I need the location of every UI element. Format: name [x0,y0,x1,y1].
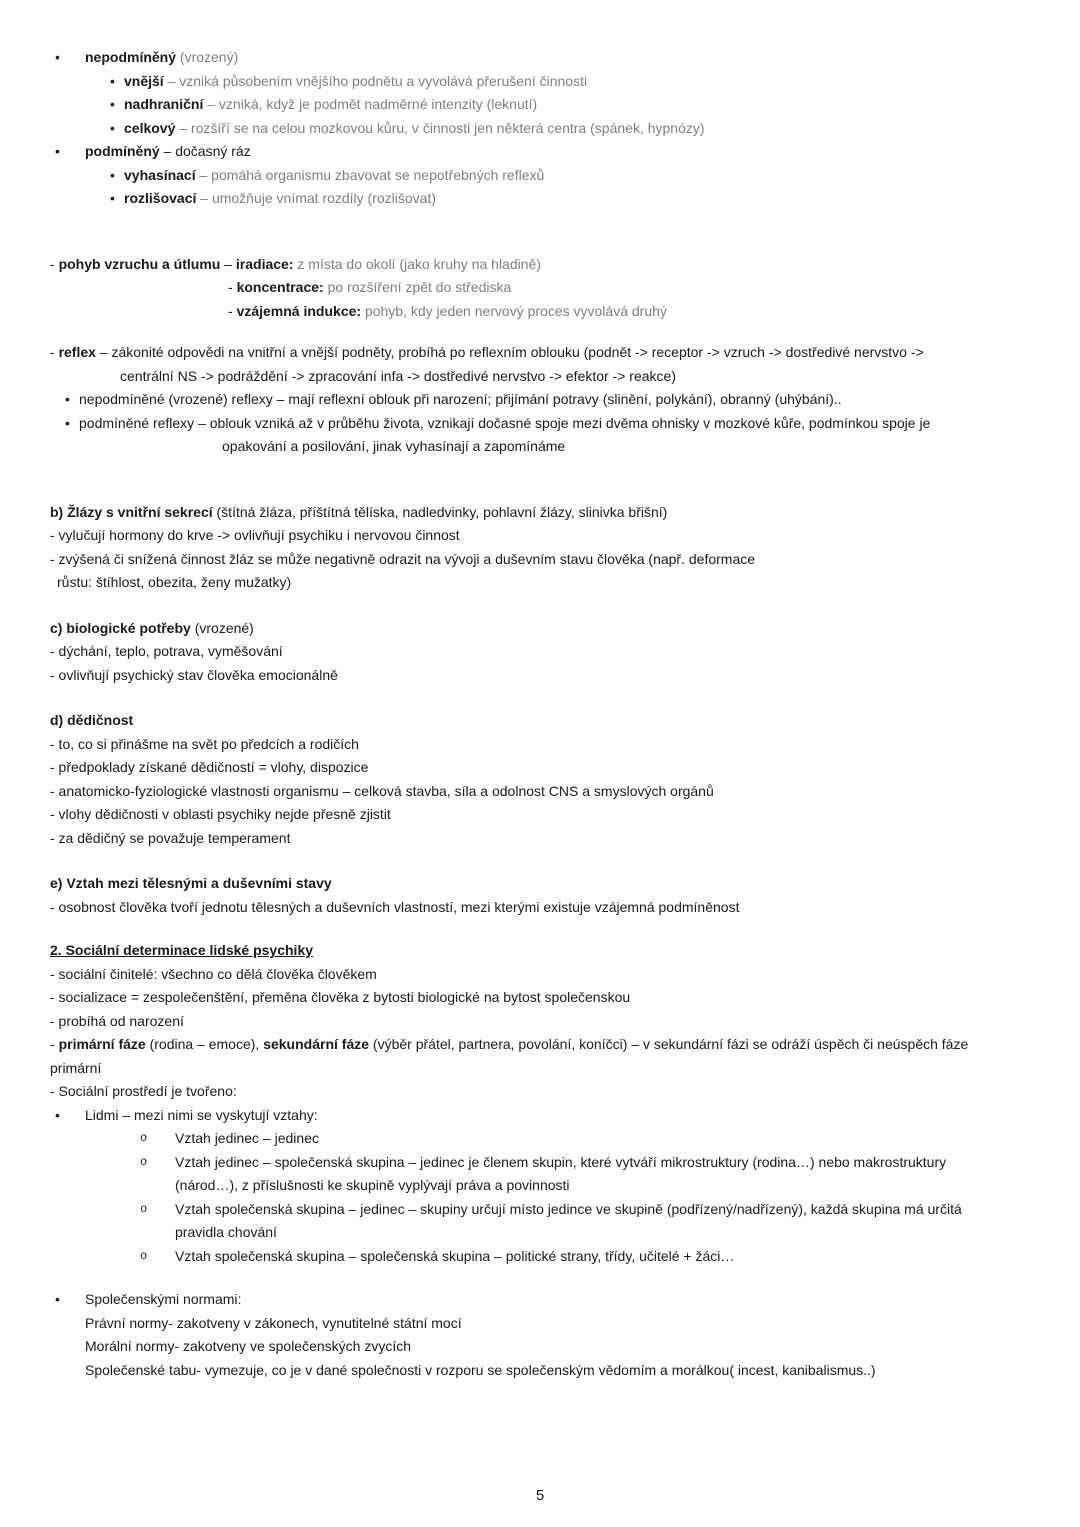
text-line [0,1288,1032,1312]
text-content: - primární fáze (rodina – emoce), sekundární fáze (výběr přátel, partnera, povolání, koníčci) – v sekundární fázi se odráží úspěch či neúspěch fáze [50,1036,969,1052]
bullet-marker: • [110,119,115,136]
text-line [0,939,1032,963]
page-number: 5 [535,1487,545,1504]
text-line [0,276,1032,300]
text-line [0,1104,1032,1128]
text-content: podmíněné reflexy – oblouk vzniká až v průběhu života, vznikají dočasné spoje mezi dvěma ohnisky v mozkové kůře, podmínkou spoje je [79,414,931,431]
text-content: vnější – vzniká působením vnějšího podnětu a vyvolává přerušení činnosti [124,72,588,89]
text-content: pravidla chování [175,1224,277,1240]
circle-marker: o [140,1154,148,1169]
text-content: Lidmi – mezi nimi se vyskytují vztahy: [85,1106,318,1123]
text-content: Společenskými normami: [85,1291,242,1307]
bullet-marker: • [55,1106,60,1123]
text-content: Právní normy- zakotveny v zákonech, vynutitelné státní mocí [85,1314,462,1331]
text-content: vyhasínací – pomáhá organismu zbavovat se nepotřebných reflexů [124,166,545,183]
spacer [0,687,1032,709]
text-line [0,1080,1032,1104]
text-content: - socializace = zespolečenštění, přeměna člověka z bytosti biologické na bytost společenskou [50,989,631,1005]
text-line [0,1151,1032,1175]
text-line [0,341,1032,365]
text-content: c) biologické potřeby (vrozené) [50,619,254,636]
bullet-marker: • [65,391,70,407]
text-content: (národ…), z příslušnosti ke skupině vyplývají práva a povinnosti [175,1177,570,1193]
text-line [0,1174,1032,1198]
text-line [0,1057,1032,1081]
spacer [0,919,1032,939]
text-content: Vztah společenská skupina – společenská skupina – politické strany, třídy, učitelé + žáci… [175,1247,735,1264]
text-line [0,617,1032,641]
text-content: - sociální činitelé: všechno co dělá člověka člověkem [50,965,377,982]
text-line [0,388,1032,412]
text-line [0,1245,1032,1269]
text-line [0,1010,1032,1034]
bullet-marker: • [110,72,115,89]
text-content: - vlohy dědičnosti v oblasti psychiky nejde přesně zjistit [50,806,391,822]
bullet-marker: • [55,49,60,65]
page-footer [0,1484,1080,1508]
text-content: Vztah společenská skupina – jedinec – skupiny určují místo jedince ve skupině (podřízený/nadřízený), každá skupina má určitá [175,1200,962,1217]
text-line [0,435,1032,459]
text-content: celkový – rozšíří se na celou mozkovou kůru, v činnosti jen některá centra (spánek, hypnózy) [124,119,705,136]
bullet-marker: • [55,143,60,159]
document-body [0,46,1080,1382]
text-line [0,93,1032,117]
text-content: - reflex – zákonité odpovědi na vnitřní a vnější podněty, probíhá po reflexním oblouku (podnět -> receptor -> vzruch -> dostředivé nervstvo -> [50,344,924,360]
text-content: - předpoklady získané dědičností = vlohy, dispozice [50,759,369,775]
text-line [0,412,1032,436]
text-line [0,46,1032,70]
text-content: - osobnost člověka tvoří jednotu tělesných a duševních vlastností, mezi kterými existuje vzájemná podmíněnost [50,898,740,915]
text-line [0,1359,1032,1383]
circle-marker: o [140,1201,148,1216]
text-line [0,501,1032,525]
text-content: Vztah jedinec – jedinec [175,1130,319,1146]
text-line [0,1335,1032,1359]
text-content: - vzájemná indukce: pohyb, kdy jeden nervový proces vyvolává druhý [228,302,667,319]
text-line [0,756,1032,780]
text-line [0,70,1032,94]
text-line [0,571,1032,595]
text-content: - Sociální prostředí je tvořeno: [50,1083,237,1099]
text-line [0,117,1032,141]
text-line [0,664,1032,688]
text-line [0,365,1032,389]
spacer [0,323,1032,341]
text-content: nepodmíněné (vrozené) reflexy – mají reflexní oblouk při narození; přijímání potravy (slinění, polykání), obranný (uhýbání).. [79,391,842,407]
text-content: - zvýšená či snížená činnost žláz se může negativně odrazit na vývoji a duševním stavu člověka (např. deformace [50,550,756,567]
bullet-marker: • [110,166,115,183]
text-content: - za dědičný se považuje temperament [50,829,291,846]
text-content: - ovlivňují psychický stav člověka emocionálně [50,666,338,683]
text-content: rozlišovací – umožňuje vnímat rozdíly (rozlišovat) [124,190,437,206]
circle-marker: o [140,1131,148,1145]
text-content: Morální normy- zakotveny ve společenských zvycích [85,1338,412,1354]
text-line [0,164,1032,188]
text-content: podmíněný – dočasný ráz [85,143,251,159]
text-line [0,1033,1032,1057]
bullet-marker: • [110,96,115,112]
text-line [0,963,1032,987]
text-line [0,640,1032,664]
text-line [0,140,1032,164]
text-line [0,524,1032,548]
text-line [0,548,1032,572]
text-content: - to, co si přinášme na svět po předcích a rodičích [50,735,359,752]
text-content: e) Vztah mezi tělesnými a duševními stavy [50,875,332,891]
bullet-marker: • [65,414,70,431]
text-line [0,253,1032,277]
text-line [0,187,1032,211]
text-content: růstu: štíhlost, obezita, ženy mužatky) [57,574,292,590]
text-content: - vylučují hormony do krve -> ovlivňují psychiku i nervovou činnost [50,527,460,543]
spacer [0,211,1032,253]
text-line [0,827,1032,851]
text-line [0,896,1032,920]
text-content: primární [50,1059,102,1076]
text-line [0,986,1032,1010]
text-content: centrální NS -> podráždění -> zpracování infa -> dostředivé nervstvo -> efektor -> reakce) [120,367,676,384]
text-line [0,872,1032,896]
text-content: - probíhá od narození [50,1012,184,1029]
text-content: d) dědičnost [50,712,134,728]
text-line [0,1198,1032,1222]
circle-marker: o [140,1248,148,1263]
text-content: 2. Sociální determinace lidské psychiky [50,942,314,958]
spacer [0,595,1032,617]
text-line [0,709,1032,733]
text-line [0,1312,1032,1336]
text-content: nadhraniční – vzniká, když je podmět nadměrné intenzity (leknutí) [124,96,538,112]
text-content: opakování a posilování, jinak vyhasínají a zapomínáme [222,438,566,454]
text-line [0,780,1032,804]
text-content: - anatomicko-fyziologické vlastnosti organismu – celková stavba, síla a odolnost CNS a smyslových orgánů [50,782,714,799]
spacer [0,850,1032,872]
text-content: - dýchání, teplo, potrava, vyměšování [50,643,283,659]
text-content: nepodmíněný (vrozený) [85,49,239,65]
bullet-marker: • [55,1291,60,1307]
text-line [0,733,1032,757]
text-line [0,1221,1032,1245]
text-line [0,803,1032,827]
spacer [0,1268,1032,1288]
spacer [0,459,1032,501]
text-line [0,1127,1032,1151]
text-content: Vztah jedinec – společenská skupina – jedinec je členem skupin, které vytváří mikrostruktury (rodina…) nebo makrostruktury [175,1153,947,1170]
text-content: Společenské tabu- vymezuje, co je v dané společnosti v rozporu se společenským vědomím a morálkou( incest, kanibalismus..) [85,1361,876,1378]
text-content: - koncentrace: po rozšíření zpět do střediska [228,279,512,295]
text-line [0,300,1032,324]
text-content: - pohyb vzruchu a útlumu – iradiace: z místa do okolí (jako kruhy na hladině) [50,255,541,272]
bullet-marker: • [110,190,115,206]
text-content: b) Žlázy s vnitřní sekrecí (štítná žláza, příštítná tělíska, nadledvinky, pohlavní žlázy, slinivka břišní) [50,503,668,520]
